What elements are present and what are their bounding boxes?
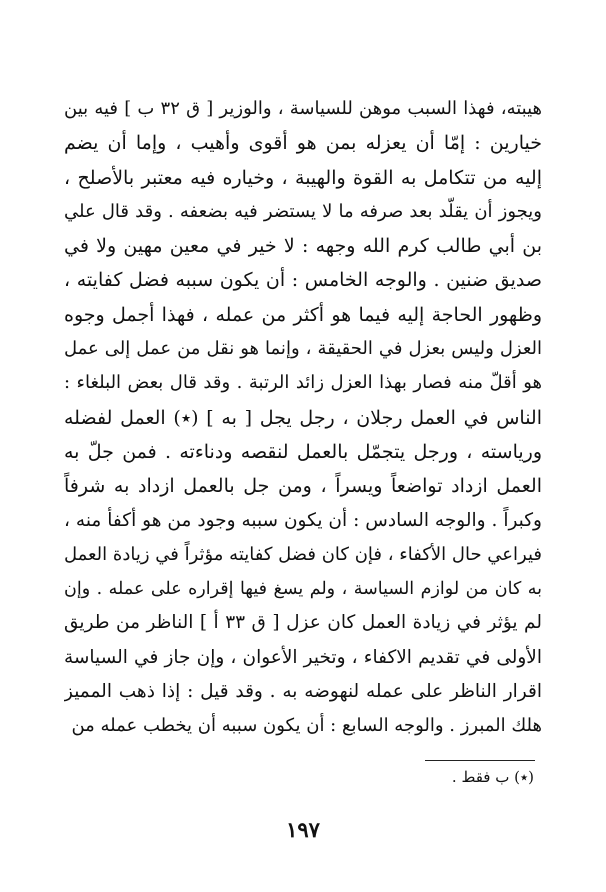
footnote-separator bbox=[425, 760, 535, 761]
page-number: ١٩٧ bbox=[286, 817, 320, 842]
text-line: بن أبي طالب كرم الله وجهه : لا خير في معين مهين ولا في bbox=[64, 235, 542, 258]
text-line: هيبته، فهذا السبب موهن للسياسة ، والوزير [ ق ٣٢ ب ] فيه بين bbox=[64, 98, 542, 119]
body-text bbox=[64, 92, 542, 744]
text-line: خيارين : إمّا أن يعزله بمن هو أقوى وأهيب ، وإما أن يضم bbox=[64, 132, 542, 155]
text-line: هلك المبرز . والوجه السابع : أن يكون سببه أن يخطب عمله من bbox=[71, 715, 542, 737]
footnote: (٭) ب فقط . bbox=[451, 768, 534, 786]
text-line: لم يؤثر في زيادة العمل كان عزل [ ق ٣٣ أ ] الناظر من طريق bbox=[64, 612, 542, 634]
text-line: إليه من تتكامل به القوة والهيبة ، وخياره فيه معتبر بالأصلح ، bbox=[64, 166, 542, 189]
text-line: فيراعي حال الأكفاء ، فإن كان فضل كفايته مؤثراً في زيادة العمل bbox=[64, 543, 542, 565]
text-line: هو أقلّ منه فصار بهذا العزل زائد الرتبة . وقد قال بعض البلغاء : bbox=[64, 372, 542, 394]
text-line: ورياسته ، ورجل يتجمّل بالعمل لنقصه ودناءته . فمن جلّ به bbox=[64, 440, 542, 463]
text-line: اقرار الناظر على عمله لنهوضه به . وقد قيل : إذا ذهب المميز bbox=[64, 681, 542, 703]
text-line: به كان من لوازم السياسة ، ولم يسغ فيها إقراره على عمله . وإن bbox=[64, 579, 542, 600]
text-line: ويجوز أن يقلّد بعد صرفه ما لا يستضر فيه بضعفه . وقد قال علي bbox=[64, 200, 542, 222]
text-line: العزل وليس بعزل في الحقيقة ، وإنما هو نقل من عمل إلى عمل bbox=[64, 338, 542, 360]
text-line: العمل ازداد تواضعاً ويسراً ، ومن جل بالعمل ازداد به شرفاً bbox=[64, 475, 542, 498]
text-line: الأولى في تقديم الاكفاء ، وتخير الأعوان ، وإن جاز في السياسة bbox=[64, 646, 542, 668]
text-line: وكبراً . والوجه السادس : أن يكون سببه وجود من هو أكفأ منه ، bbox=[64, 509, 542, 531]
text-line: وظهور الحاجة إليه فيما هو أكثر من عمله ، فهذا أجمل وجوه bbox=[64, 303, 542, 326]
text-line: صديق ضنين . والوجه الخامس : أن يكون سببه فضل كفايته ، bbox=[64, 269, 542, 292]
text-line: الناس في العمل رجلان ، رجل يجل [ به ] (٭) العمل لفضله bbox=[64, 406, 542, 429]
